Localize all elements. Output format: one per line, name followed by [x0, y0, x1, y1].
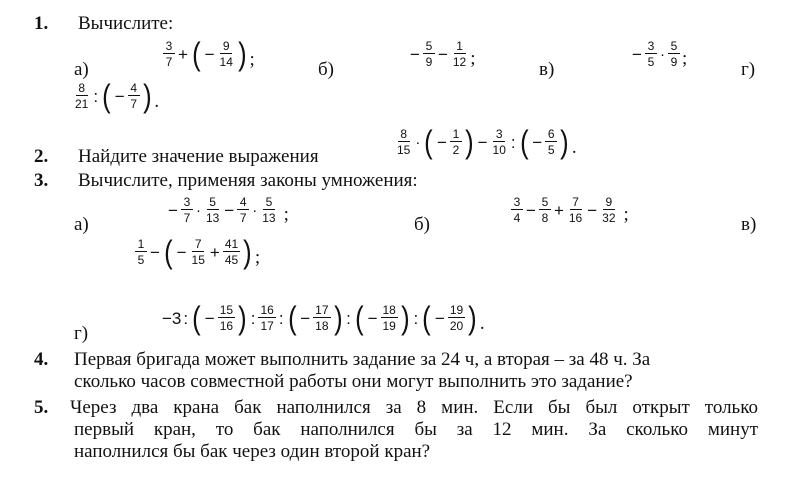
task-1-label-a: а) [74, 59, 89, 80]
operator: − [410, 44, 420, 64]
fraction: $\frac{5}{13}$ [205, 195, 220, 225]
parenthesis: ) [560, 124, 569, 160]
task-1-title: Вычислите: [78, 13, 174, 34]
task-2-text: Найдите значение выражения [78, 146, 319, 167]
task-3-text: Вычислите, применяя законы умножения: [78, 170, 418, 191]
operator: · [415, 133, 421, 151]
fraction: $\frac{3}{10}$ [492, 127, 506, 158]
task-1a-expression [162, 36, 255, 72]
task-4-number: 4. [34, 349, 49, 370]
task-3b-expression [510, 196, 629, 224]
parenthesis: ) [333, 300, 343, 336]
parenthesis: ) [238, 300, 247, 336]
operator: − [587, 200, 598, 220]
fraction: $\frac{1}{5}$ [135, 238, 147, 266]
parenthesis: ( [164, 234, 173, 270]
fraction: $\frac{16}{17}$ [260, 303, 274, 334]
parenthesis: ) [243, 234, 252, 270]
parenthesis: ) [237, 36, 247, 72]
fraction: $\frac{4}{7}$ [128, 82, 140, 110]
fraction: $\frac{8}{21}$ [75, 81, 89, 112]
fraction: $\frac{41}{45}$ [224, 237, 239, 268]
fraction: $\frac{5}{9}$ [423, 40, 435, 68]
punctuation: ; [249, 48, 255, 70]
fraction: $\frac{1}{2}$ [450, 128, 462, 156]
fraction: $\frac{18}{19}$ [382, 303, 396, 334]
task-1g-expression [72, 78, 160, 114]
task-1-label-b: б) [318, 59, 334, 80]
task-5-line-3: наполнился бы бак через один второй кран? [74, 441, 431, 462]
task-3v-expression [134, 234, 261, 270]
task-2-expression [394, 124, 577, 160]
fraction: $\frac{8}{15}$ [397, 127, 411, 158]
punctuation: . [571, 136, 577, 158]
task-3g-expression [162, 300, 485, 336]
operator: − [114, 86, 125, 106]
parenthesis: ) [465, 124, 474, 160]
parenthesis: ) [400, 300, 410, 336]
operator: + [553, 200, 564, 220]
operator: : [278, 308, 284, 328]
fraction: $\frac{5}{9}$ [668, 40, 680, 68]
parenthesis: ( [192, 36, 201, 72]
operator: : [346, 308, 351, 328]
operator: : [93, 86, 99, 106]
operator: + [209, 242, 220, 262]
task-4-line-1: Первая бригада может выполнить задание за 24 ч, а вторая – за 48 ч. За [74, 349, 651, 370]
parenthesis: ( [519, 124, 529, 160]
operator: − [204, 308, 215, 328]
task-2-number: 2. [34, 146, 49, 167]
operator: − [437, 44, 448, 64]
task-1v-expression [630, 40, 687, 68]
operator: − [367, 308, 378, 328]
punctuation: ; [470, 48, 476, 69]
task-3-label-g: г) [74, 323, 89, 344]
operator: − [632, 44, 642, 64]
fraction: $\frac{9}{14}$ [219, 39, 233, 70]
fraction: $\frac{4}{7}$ [237, 196, 249, 224]
fraction: $\frac{9}{32}$ [602, 195, 616, 225]
operator: − [168, 200, 178, 220]
fraction: $\frac{7}{16}$ [568, 195, 583, 225]
punctuation: ; [254, 246, 261, 268]
parenthesis: ( [424, 124, 433, 160]
task-1-label-g: г) [741, 59, 756, 80]
parenthesis: ( [192, 300, 201, 336]
task-3a-expression [166, 196, 289, 224]
parenthesis: ( [422, 300, 431, 336]
operator: − [532, 132, 543, 152]
task-4-line-2: сколько часов совместной работы они могут выполнить это задание? [74, 371, 633, 392]
parenthesis: ) [142, 78, 152, 114]
task-3-number: 3. [34, 170, 49, 191]
parenthesis: ( [354, 300, 364, 336]
task-4-text [74, 349, 760, 393]
operator: : [413, 308, 419, 328]
operator: + [178, 44, 188, 64]
operator: · [659, 45, 665, 63]
parenthesis: ( [287, 300, 297, 336]
fraction: $\frac{3}{4}$ [511, 196, 523, 224]
fraction: $\frac{7}{15}$ [191, 237, 205, 268]
task-1b-expression [408, 40, 476, 68]
task-5-text [70, 397, 758, 463]
operator: · [252, 201, 258, 219]
task-3-label-a: а) [74, 214, 89, 235]
operator: − [477, 132, 488, 152]
operator: : [510, 132, 516, 152]
fraction: $\frac{5}{8}$ [539, 196, 551, 224]
task-5-line-2: первый кран, то бак наполнился бы за 12 мин. За сколько минут [74, 419, 758, 440]
parenthesis: ) [468, 300, 477, 336]
task-3-label-b: б) [414, 214, 430, 235]
operator: : [183, 308, 189, 328]
fraction: $\frac{5}{13}$ [262, 195, 276, 225]
fraction: $\frac{15}{16}$ [219, 303, 234, 334]
fraction: $\frac{3}{7}$ [163, 40, 175, 68]
operator: − [437, 132, 447, 152]
punctuation: ; [283, 204, 289, 225]
fraction: $\frac{17}{18}$ [315, 303, 329, 334]
operator: − [300, 308, 311, 328]
operator: − [434, 308, 445, 328]
fraction: $\frac{6}{5}$ [545, 128, 557, 156]
operator: − [150, 242, 160, 262]
operator: : [250, 308, 256, 328]
punctuation: . [154, 90, 160, 112]
punctuation: ; [623, 204, 629, 225]
task-1-number: 1. [34, 13, 49, 34]
operator: · [195, 201, 201, 219]
operator: − [526, 200, 536, 220]
fraction: $\frac{19}{20}$ [449, 303, 464, 334]
task-5-number: 5. [34, 397, 49, 418]
operator: − [224, 200, 235, 220]
operator: − [204, 44, 215, 64]
parenthesis: ( [102, 78, 111, 114]
fraction: $\frac{3}{7}$ [181, 196, 193, 224]
task-5-line-1: Через два крана бак наполнился за 8 мин. Если бы был открыт только [70, 397, 758, 418]
operator: − [176, 242, 187, 262]
fraction: $\frac{1}{12}$ [452, 39, 467, 69]
task-1-label-v: в) [539, 59, 555, 80]
punctuation: ; [681, 48, 688, 69]
number: −3 [162, 308, 182, 328]
fraction: $\frac{3}{5}$ [645, 40, 657, 68]
task-3-label-v: в) [741, 214, 757, 235]
punctuation: . [479, 312, 485, 334]
